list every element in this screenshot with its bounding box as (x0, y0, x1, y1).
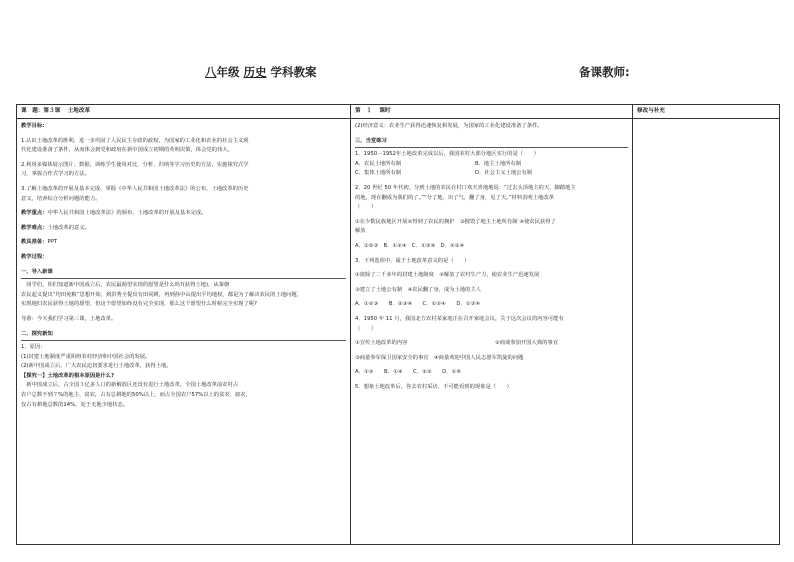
subject: 历史 (243, 65, 267, 79)
left-column (17, 119, 351, 545)
section-explore-heading: 二、探究新知 (21, 330, 346, 342)
grade-suffix: 年级 (216, 65, 240, 79)
q1-option-c: C．集体土地所有制 (355, 170, 402, 177)
question-2-blank: （ ） (355, 204, 377, 211)
intro-line-3: 实现地归农民获得土地的愿望，但这个愿望始终没有完全实现，那么这个愿望什么时候完全实现了呢? (21, 301, 257, 308)
question-3-item-1: ①废除了二千多年的封建土地制度 ②解放了农村生产力，使农业生产迅速发展 (355, 272, 540, 279)
goal-1: 1.认识土地改革的胜利，进一步巩固了人民民主专政的政权，为国家的工业化和农业的社会主义现 (21, 137, 249, 144)
question-2-answers: A．①②③ B．①②④ C．①③④ D．②③④ (355, 242, 465, 249)
question-2-cont: 的地，现在翻成为我们的了。”“分了地，出了气，翻了身，见了天。”材料表明土地改革 (355, 194, 554, 201)
intro-line-2: 农民起义提出“均田免粮”思想开始，到洪秀全提出有田同耕，再到孙中山提出平均地权，都是为了解决农民的土地问题， (21, 291, 302, 298)
question-2-options-cont: 解放 (355, 228, 366, 235)
middle-column (351, 119, 633, 545)
lesson-plan-table (16, 104, 780, 545)
significance-text: (2)经济意义：农业生产获得迅速恢复和发展，为国家的工业化建设准备了条件。 (355, 123, 543, 129)
intro-line-1: 同学们，你们知道新中国成立后，农民最渴望实现的愿望是什么吗?(获得土地)，从秦朝 (21, 282, 230, 289)
goal-1-cont: 代化建设准备了条件，从而体会到党和政府在新中国成立初期的英明决策，体会党的伟大。 (21, 147, 233, 154)
reason-1: (1)封建土地制度严重阻碍农村经济和中国社会的发展。 (21, 353, 151, 360)
revision-column[interactable] (633, 119, 780, 545)
q1-option-a: A．农民土地所有制 (355, 160, 401, 167)
question-4-answers: A．①③ B．①④ C．②③ D．①⑥ (355, 369, 461, 376)
question-4-blank: （ ） (355, 325, 377, 332)
question-1: 1．1950－1952年土地改革完成以后，我国农村大部分地区实行的是（ ） (355, 151, 539, 158)
explore-para-2: 农户总数不到７%的地主、富农，占有总耕地的50%以上，而占全国农户57%以上的贫农、雇农， (21, 392, 251, 399)
key-text: 中华人民共和国土地改革法》的颁布，土地改革的开展及基本完成。 (47, 210, 207, 217)
question-2: 2．20 世纪 50 年代初，分到土地的农民在村口欢天喜地地说：“过去头顶地主的天，脚踏地主 (355, 184, 576, 191)
q4-item-1: ①宣传土地改革的内容 (355, 340, 408, 347)
lesson-title-cell: 课 题：第３课 土地改革 (17, 105, 351, 119)
goal-2: 2.利用多媒体展示图片、数据，训练学生使用对比、分析、归纳等学习历史的方法，实施探究式学 (21, 161, 249, 168)
question-4: 4．1950 年 11 月，我国北方农村某家庭正在召开家庭会议。关于这次会议的内容可能有 (355, 315, 564, 322)
section-intro-heading: 一、导入新课 (21, 268, 346, 280)
difficulty-text: 土地改革的意义。 (47, 224, 90, 231)
question-4-items-12 (355, 339, 628, 349)
explore-para-1: 新中国成立后，占全国３亿多人口的新解放区还没有进行土地改革，全国土地改革前农村占 (21, 382, 239, 389)
q4-item-2: ②商谈参加开国大典的事宜 (495, 340, 559, 347)
question-5: 5．想象土地改革后，你去农村采访，不可能看到的现象是（ ） (355, 383, 512, 390)
reason-title: 1．原因： (21, 344, 46, 351)
difficulty-label: 教学难点： (21, 224, 48, 231)
explore-1: 【探究一】土地改革的根本原因是什么? (21, 372, 115, 379)
title-row (0, 64, 794, 84)
question-2-options: ①在少数民族地区开展②得到了农民的拥护 ③摧毁了地主土地所有制 ④使农民获得了 (355, 218, 556, 225)
question-3: 3．下列选项中，属于土地改革意义的是（ ） (355, 257, 470, 264)
tools (21, 238, 346, 248)
question-1-options-ab (355, 160, 628, 170)
difficulty (21, 224, 346, 234)
question-3-answers: A．①②③ B．②③④ C．①②④ D．①③④ (355, 301, 480, 308)
plan-label: 学科教案 (270, 65, 317, 79)
lesson-period-cell: 第 １ 课时 (351, 105, 633, 119)
question-3-item-2: ③建立了土地公有制 ④农民翻了身，成为土地的主人 (355, 286, 482, 293)
explore-para-3: 仅占有耕地总数的14%，处于无地少地状态。 (21, 401, 129, 408)
section-practice-heading: 三、当堂练习 (355, 137, 628, 149)
process-label: 教学过程： (21, 253, 48, 260)
revision-header-cell: 修改与补充 (633, 105, 780, 119)
guide-text: 导游：今天我们学习第三课，土地改革。 (21, 315, 117, 322)
goal-label: 教学目标: (21, 123, 45, 129)
page-title (205, 64, 317, 80)
teacher-label: 备课教师: (579, 65, 630, 79)
tools-text: PPT (47, 239, 58, 246)
grade: 八 (205, 65, 217, 79)
goal-3-cont: 意义，培养综合分析问题的能力。 (21, 195, 101, 202)
key-label: 教学重点： (21, 210, 48, 217)
q1-option-b: B．地主土地所有制 (475, 160, 522, 167)
reason-2: (2)新中国成立后，广大农民迫切要求进行土地改革，获得土地。 (21, 363, 172, 370)
q1-option-d: D．社会主义土地公有制 (475, 170, 533, 177)
goal-2-cont: 习，掌握合作式学习的方法。 (21, 171, 90, 178)
tools-label: 教具准备： (21, 239, 48, 246)
goal-3: 3.了解土地改革的开展及基本完成，掌握《中华人民共和国土地改革法》的公布，土地改革的历史 (21, 185, 249, 192)
key-point (21, 209, 346, 219)
question-4-items-34: ③商量参军保卫国家安全的事宜 ④商量欢迎中国人民志愿军凯旋的问题 (355, 354, 524, 361)
question-1-options-cd (355, 169, 628, 179)
